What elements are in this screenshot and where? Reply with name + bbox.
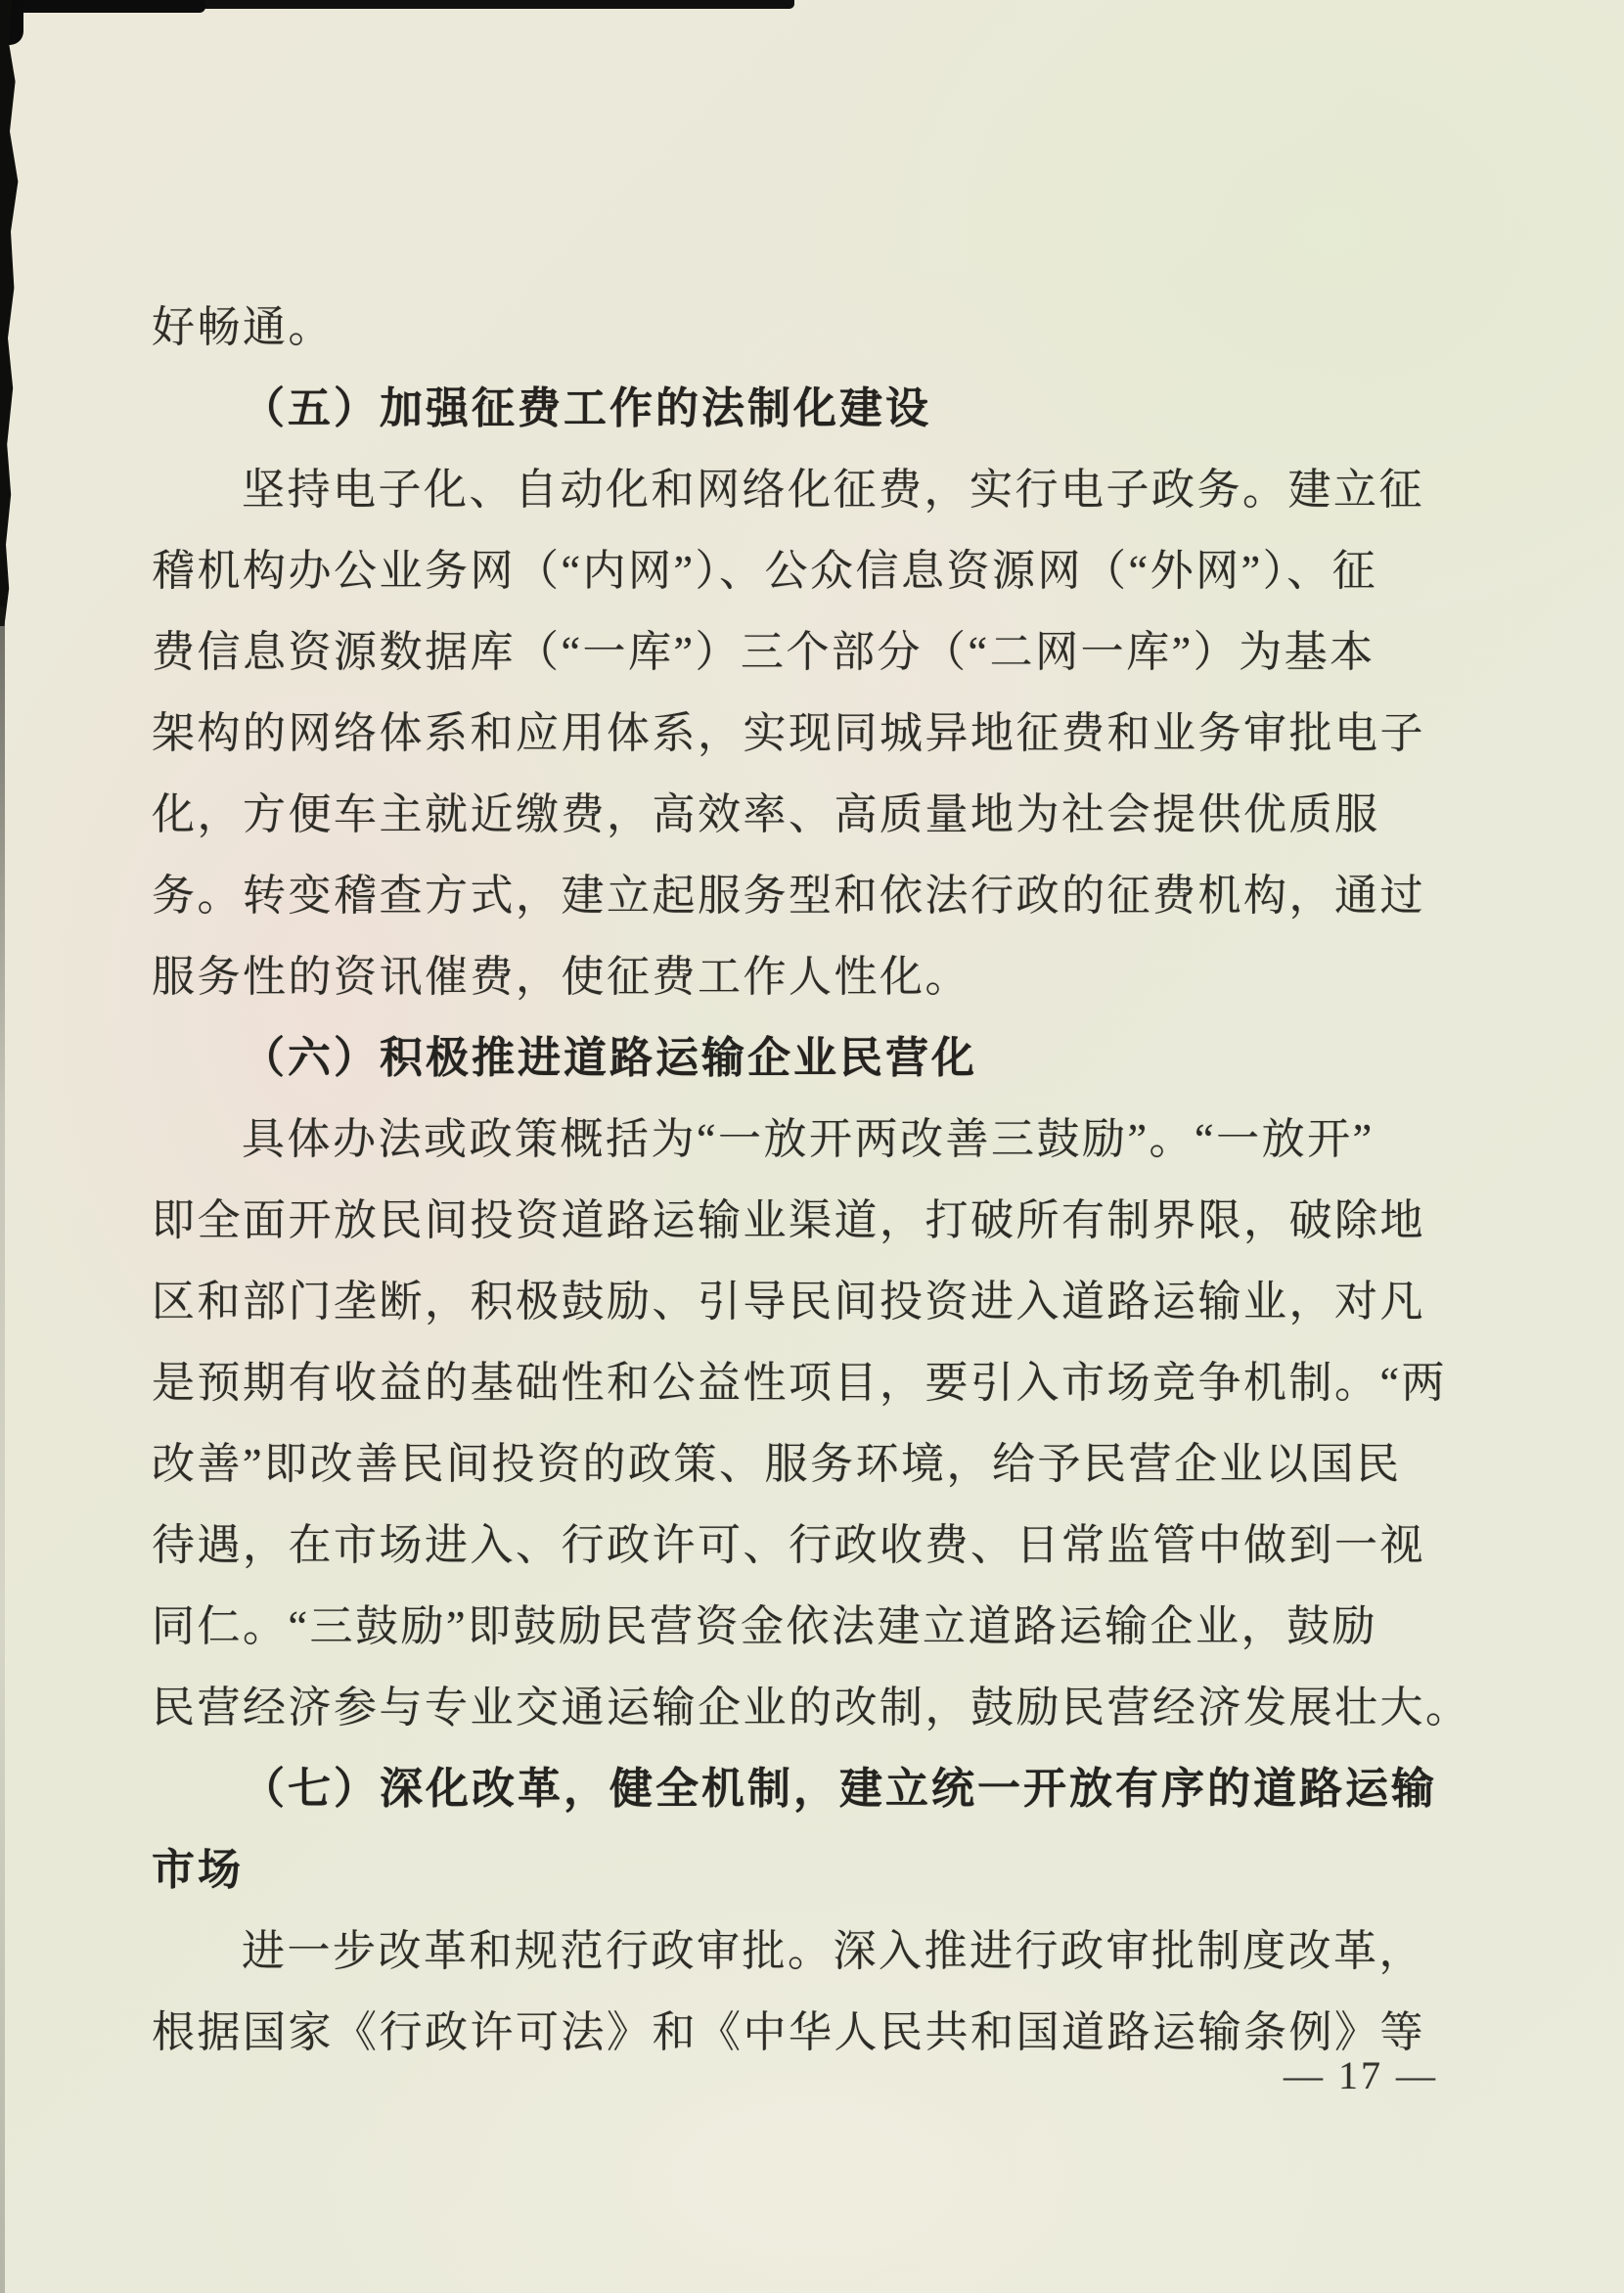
text-line: 进一步改革和规范行政审批。深入推进行政审批制度改革， bbox=[242, 1927, 1424, 1975]
scan-edge-left bbox=[0, 0, 20, 626]
text-line: 稽机构办公业务网（“内网”）、公众信息资源网（“外网”）、征 bbox=[152, 547, 1378, 595]
text-line: 务。转变稽查方式，建立起服务型和依法行政的征费机构，通过 bbox=[152, 872, 1425, 920]
text-line: 架构的网络体系和应用体系，实现同城异地征费和业务审批电子 bbox=[152, 709, 1425, 757]
text-line: 具体办法或政策概括为“一放开两改善三鼓励”。“一放开” bbox=[242, 1115, 1375, 1163]
text-line: 改善”即改善民间投资的政策、服务环境，给予民营企业以国民 bbox=[152, 1440, 1402, 1488]
document-body bbox=[152, 287, 1478, 2073]
text-line: 根据国家《行政许可法》和《中华人民共和国道路运输条例》等 bbox=[152, 2008, 1425, 2056]
scan-edge-top bbox=[0, 0, 794, 9]
text-line: 区和部门垄断，积极鼓励、引导民间投资进入道路运输业，对凡 bbox=[152, 1278, 1425, 1326]
text-line: 同仁。“三鼓励”即鼓励民营资金依法建立道路运输企业，鼓励 bbox=[152, 1602, 1378, 1650]
text-line: 民营经济参与专业交通运输企业的改制，鼓励民营经济发展壮大。 bbox=[152, 1684, 1471, 1731]
page-number: — 17 — bbox=[1284, 2053, 1438, 2097]
text-line: （七）深化改革，健全机制，建立统一开放有序的道路运输 bbox=[242, 1765, 1437, 1813]
text-line: （六）积极推进道路运输企业民营化 bbox=[242, 1034, 977, 1082]
text-line: 是预期有收益的基础性和公益性项目，要引入市场竞争机制。“两 bbox=[152, 1359, 1448, 1407]
text-line: 化，方便车主就近缴费，高效率、高质量地为社会提供优质服 bbox=[152, 790, 1380, 838]
text-line: （五）加强征费工作的法制化建设 bbox=[242, 384, 931, 432]
text-line: 即全面开放民间投资道路运输业渠道，打破所有制界限，破除地 bbox=[152, 1196, 1425, 1244]
text-line: 市场 bbox=[152, 1846, 244, 1894]
text-line: 好畅通。 bbox=[152, 303, 334, 351]
text-line: 待遇，在市场进入、行政许可、行政收费、日常监管中做到一视 bbox=[152, 1521, 1425, 1569]
text-line: 坚持电子化、自动化和网络化征费，实行电子政务。建立征 bbox=[242, 466, 1424, 514]
text-line: 服务性的资讯催费，使征费工作人性化。 bbox=[152, 953, 970, 1001]
text-line: 费信息资源数据库（“一库”）三个部分（“二网一库”）为基本 bbox=[152, 628, 1376, 676]
scan-edge-left-faint bbox=[0, 607, 5, 2293]
